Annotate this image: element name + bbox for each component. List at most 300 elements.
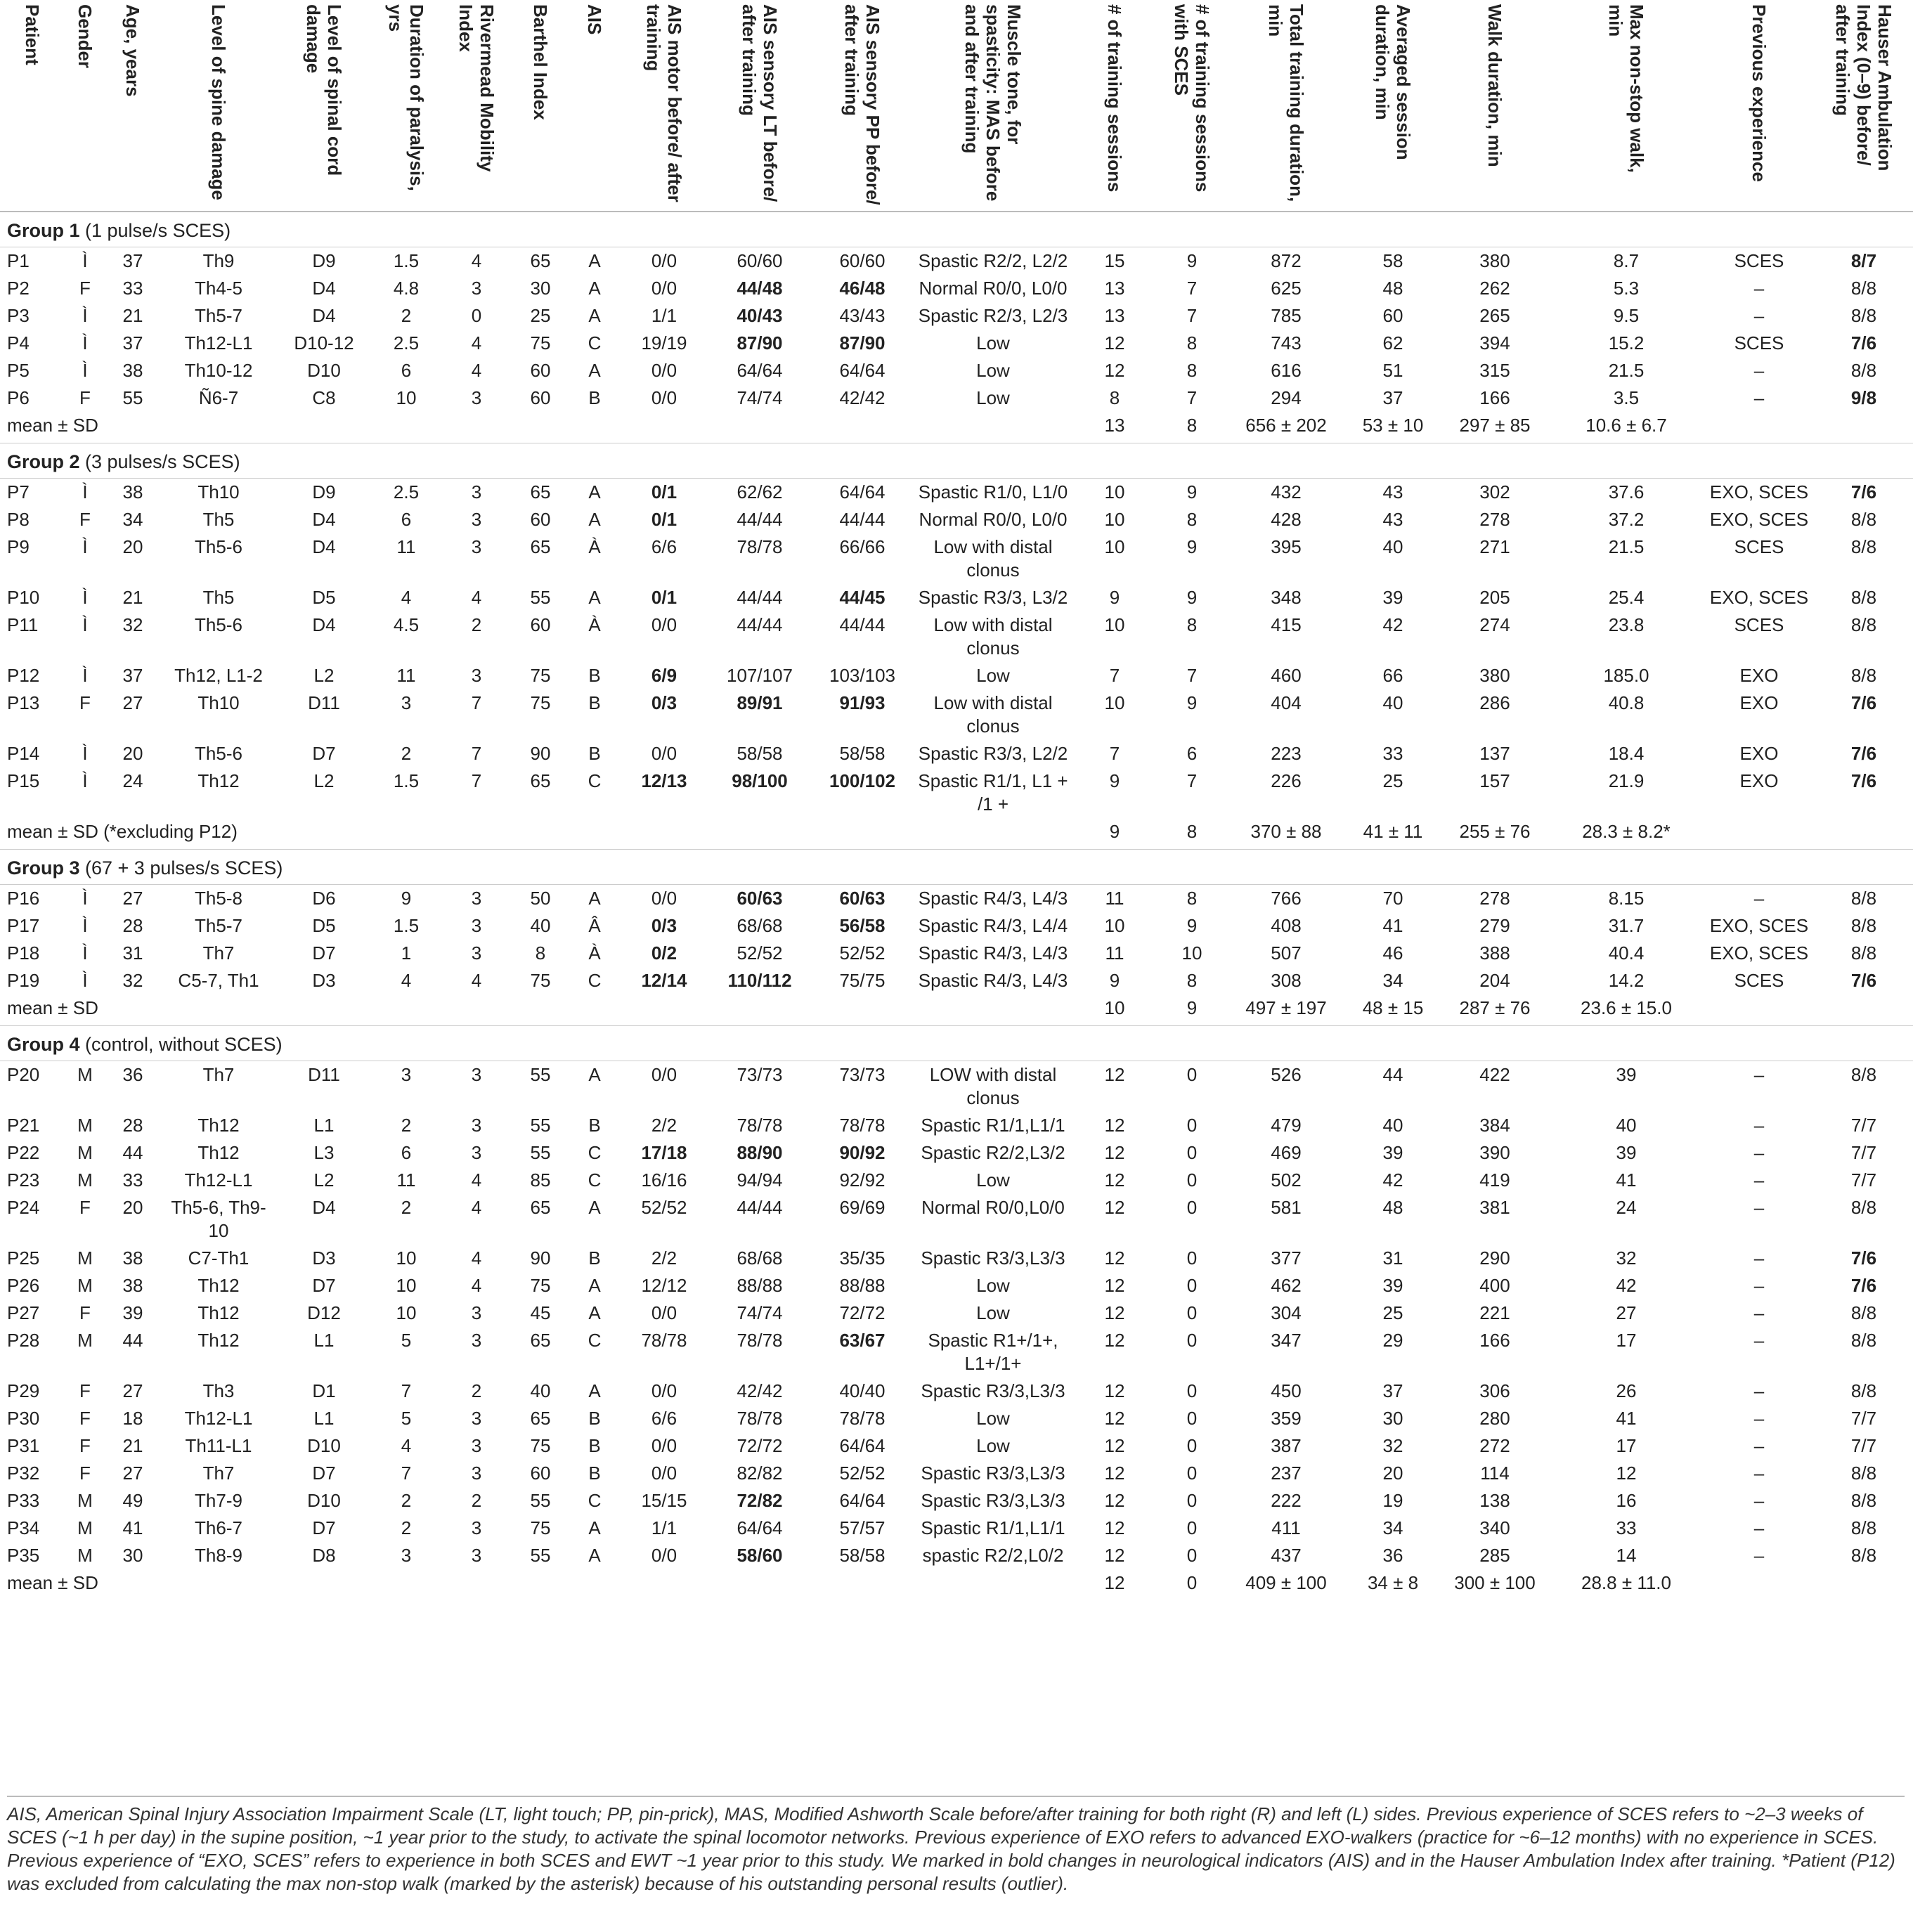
mean-row (0, 412, 1913, 443)
table-cell: 88/88 (737, 1275, 783, 1296)
table-cell: 35/35 (839, 1247, 886, 1269)
table-cell: 10 (1104, 481, 1125, 503)
table-cell: 479 (1271, 1115, 1302, 1136)
table-cell: 387 (1271, 1435, 1302, 1456)
table-row (0, 1299, 1913, 1327)
table-cell: 308 (1271, 970, 1302, 991)
mean-cell (708, 994, 811, 1026)
table-cell: 4 (471, 1275, 482, 1296)
table-cell: 3 (471, 1302, 482, 1323)
mean-cell (371, 818, 441, 850)
mean-cell: 297 ± 85 (1459, 415, 1531, 436)
table-cell: 3 (471, 888, 482, 909)
mean-cell: 409 ± 100 (1245, 1572, 1327, 1593)
table-cell: P9 (7, 536, 30, 557)
table-cell: 28 (122, 1115, 143, 1136)
table-cell: 408 (1271, 915, 1302, 936)
mean-cell (512, 818, 569, 850)
table-cell: 415 (1271, 614, 1302, 635)
mean-cell: 48 ± 15 (1362, 997, 1424, 1018)
table-cell: M (77, 1142, 93, 1163)
table-cell: 157 (1479, 770, 1510, 791)
mean-cell (512, 412, 569, 443)
table-cell: 8/8 (1850, 1517, 1877, 1538)
table-cell: 60/63 (737, 888, 783, 909)
table-cell: Low with distal clonus (933, 614, 1053, 659)
table-cell: 0/0 (651, 888, 677, 909)
mean-cell: 9 (1109, 821, 1120, 842)
mean-cell: 287 ± 76 (1459, 997, 1531, 1018)
table-cell: 265 (1479, 305, 1510, 326)
mean-cell (914, 412, 1072, 443)
table-cell: 90 (530, 1247, 551, 1269)
table-cell: 36 (1382, 1545, 1403, 1566)
table-cell: 10 (396, 387, 417, 408)
mean-cell (277, 412, 371, 443)
table-cell: 286 (1479, 692, 1510, 713)
table-cell: 13 (1104, 305, 1125, 326)
table-cell: EXO (1739, 692, 1779, 713)
table-cell: 306 (1479, 1380, 1510, 1401)
table-cell: Th12-L1 (184, 332, 253, 354)
table-cell: Th4-5 (195, 278, 242, 299)
table-cell: A (588, 888, 601, 909)
table-cell: 62 (1382, 332, 1403, 354)
table-cell: 743 (1271, 332, 1302, 354)
table-cell: 43 (1382, 481, 1403, 503)
table-cell: 66/66 (839, 536, 886, 557)
table-cell: 75 (530, 692, 551, 713)
table-cell: 166 (1479, 1330, 1510, 1351)
table-cell: 0 (1186, 1115, 1198, 1136)
table-cell: 0 (1186, 1169, 1198, 1191)
table-cell: 3 (471, 1115, 482, 1136)
table-cell: Th7 (202, 942, 235, 964)
mean-cell (441, 994, 512, 1026)
table-cell: 66 (1382, 665, 1403, 686)
table-cell: 8/8 (1850, 587, 1877, 608)
table-cell: 347 (1271, 1330, 1302, 1351)
mean-cell (1704, 818, 1815, 850)
table-cell: 92/92 (839, 1169, 886, 1191)
table-cell: 0 (471, 305, 482, 326)
table-cell: 100/102 (829, 770, 895, 791)
mean-cell: 41 ± 11 (1363, 821, 1423, 842)
table-cell: 63/67 (839, 1330, 886, 1351)
group-title (0, 850, 1913, 885)
table-cell: 32 (122, 614, 143, 635)
table-cell: 20 (122, 536, 143, 557)
table-row (0, 662, 1913, 689)
table-cell: 8/8 (1850, 942, 1877, 964)
table-row (0, 912, 1913, 940)
table-cell: 204 (1479, 970, 1510, 991)
table-cell: L1 (313, 1330, 335, 1351)
table-cell: 272 (1479, 1435, 1510, 1456)
table-cell: 16/16 (641, 1169, 687, 1191)
table-cell: 41 (1382, 915, 1403, 936)
table-cell: D3 (312, 970, 336, 991)
table-cell: 0 (1186, 1490, 1198, 1511)
table-cell: 39 (1382, 1142, 1403, 1163)
mean-cell (277, 818, 371, 850)
table-cell: 278 (1479, 509, 1510, 530)
mean-cell (708, 412, 811, 443)
table-cell: 12 (1104, 1435, 1125, 1456)
table-cell: 55 (530, 1115, 551, 1136)
table-cell: 39 (122, 1302, 143, 1323)
column-header (811, 0, 914, 212)
table-cell: 57/57 (839, 1517, 886, 1538)
table-cell: 72/82 (737, 1490, 783, 1511)
table-cell: – (1753, 1197, 1765, 1218)
table-cell: 0/0 (651, 1380, 677, 1401)
table-cell: 3 (471, 1435, 482, 1456)
column-header-label: Rivermead Mobility Index (455, 4, 498, 172)
table-cell: 3.5 (1613, 387, 1640, 408)
table-cell: 44/44 (737, 587, 783, 608)
table-cell: 8 (1186, 888, 1198, 909)
table-cell: 40 (1382, 1115, 1403, 1136)
table-cell: 38 (122, 360, 143, 381)
table-cell: D9 (312, 250, 336, 271)
table-cell: 32 (1382, 1435, 1403, 1456)
table-cell: 502 (1271, 1169, 1302, 1191)
table-cell: Th5 (202, 587, 235, 608)
table-cell: EXO (1739, 665, 1779, 686)
table-cell: D9 (312, 481, 336, 503)
table-cell: À (588, 942, 601, 964)
table-cell: EXO, SCES (1709, 915, 1809, 936)
table-cell: 21 (122, 1435, 143, 1456)
table-cell: 222 (1271, 1490, 1302, 1511)
table-cell: 90/92 (839, 1142, 886, 1163)
table-cell: P6 (7, 387, 30, 408)
table-cell: D10-12 (294, 332, 354, 354)
table-cell: Spastic R1/1,L1/1 (921, 1517, 1065, 1538)
table-cell: 55 (122, 387, 143, 408)
table-cell: L1 (313, 1115, 335, 1136)
table-cell: 12 (1104, 1302, 1125, 1323)
table-cell: 50 (530, 888, 551, 909)
table-cell: 75 (530, 1435, 551, 1456)
table-cell: 290 (1479, 1247, 1510, 1269)
column-header (569, 0, 620, 212)
table-cell: 38 (122, 1247, 143, 1269)
table-cell: Th6-7 (195, 1517, 242, 1538)
table-cell: C5-7, Th1 (178, 970, 259, 991)
table-cell: 21 (122, 587, 143, 608)
table-cell: Low with distal clonus (933, 536, 1053, 581)
table-row (0, 1167, 1913, 1194)
table-cell: P17 (7, 915, 40, 936)
table-cell: 7 (1186, 770, 1198, 791)
table-cell: 9 (1186, 692, 1198, 713)
mean-cell: 34 ± 8 (1367, 1572, 1419, 1593)
table-cell: 7/7 (1850, 1408, 1877, 1429)
table-cell: 2 (471, 1380, 482, 1401)
table-cell: 1/1 (651, 305, 677, 326)
table-cell: Th5-6 (195, 536, 242, 557)
table-cell: 46/48 (839, 278, 886, 299)
table-cell: 625 (1271, 278, 1302, 299)
table-cell: 12 (1104, 1463, 1125, 1484)
table-cell: 25 (1382, 770, 1403, 791)
table-row (0, 1515, 1913, 1542)
table-cell: 8/8 (1850, 536, 1877, 557)
table-cell: 6/9 (651, 665, 677, 686)
table-cell: Th12 (197, 1330, 240, 1351)
table-cell: 0/0 (651, 278, 677, 299)
table-cell: 42 (1616, 1275, 1637, 1296)
table-cell: 12/12 (641, 1275, 687, 1296)
table-cell: 48 (1382, 278, 1403, 299)
table-cell: 41 (122, 1517, 143, 1538)
table-cell: 3 (401, 692, 412, 713)
table-cell: 8 (1109, 387, 1120, 408)
table-cell: 616 (1271, 360, 1302, 381)
table-cell: Spastic R3/3, L2/2 (918, 743, 1068, 764)
column-header (160, 0, 277, 212)
table-cell: Th7 (202, 1064, 235, 1085)
column-header (1157, 0, 1227, 212)
table-cell: 36 (122, 1064, 143, 1085)
table-cell: 88/90 (737, 1142, 783, 1163)
table-cell: Ì (82, 915, 88, 936)
table-cell: Ì (82, 888, 88, 909)
mean-cell (811, 412, 914, 443)
table-cell: 44/44 (839, 509, 886, 530)
table-cell: Spastic R3/3,L3/3 (921, 1380, 1065, 1401)
table-cell: 278 (1479, 888, 1510, 909)
table-cell: M (77, 1545, 93, 1566)
table-cell: 44/44 (737, 614, 783, 635)
table-cell: 17 (1616, 1435, 1637, 1456)
column-header-label: AIS (584, 4, 605, 35)
table-row (0, 357, 1913, 384)
table-cell: 74/74 (737, 1302, 783, 1323)
column-header (620, 0, 708, 212)
table-cell: 394 (1479, 332, 1510, 354)
table-cell: 27 (122, 692, 143, 713)
table-cell: 44/44 (737, 1197, 783, 1218)
table-cell: 0 (1186, 1517, 1198, 1538)
table-cell: 2 (401, 743, 412, 764)
group-title (0, 1026, 1913, 1061)
table-cell: 27 (122, 888, 143, 909)
table-cell: 872 (1271, 250, 1302, 271)
table-cell: 8/8 (1850, 1302, 1877, 1323)
table-cell: 12 (1104, 1380, 1125, 1401)
table-cell: Low (976, 1169, 1010, 1191)
table-cell: P32 (7, 1463, 40, 1484)
table-cell: D4 (312, 1197, 336, 1218)
table-cell: 55 (530, 587, 551, 608)
table-cell: À (588, 536, 601, 557)
table-cell: 8 (535, 942, 546, 964)
table-cell: C (588, 970, 602, 991)
table-row (0, 1542, 1913, 1569)
table-cell: P27 (7, 1302, 40, 1323)
table-cell: Ì (82, 250, 88, 271)
table-cell: 85 (530, 1169, 551, 1191)
table-cell: 388 (1479, 942, 1510, 964)
table-cell: 17/18 (641, 1142, 687, 1163)
column-header-label: Duration of paralysis, yrs (385, 4, 427, 191)
table-cell: 526 (1271, 1064, 1302, 1085)
table-cell: P14 (7, 743, 40, 764)
column-header-label: Age, years (122, 4, 143, 97)
table-cell: 58/58 (839, 1545, 886, 1566)
mean-cell (569, 1569, 620, 1600)
table-cell: – (1753, 1330, 1765, 1351)
table-cell: 0 (1186, 1330, 1198, 1351)
table-cell: C (588, 1490, 602, 1511)
table-cell: Low (976, 1302, 1010, 1323)
table-cell: 7/7 (1850, 1115, 1877, 1136)
table-cell: 4 (401, 1435, 412, 1456)
mean-cell: 23.6 ± 15.0 (1581, 997, 1672, 1018)
table-cell: 33 (1616, 1517, 1637, 1538)
table-cell: 7/6 (1850, 692, 1877, 713)
table-cell: 78/78 (641, 1330, 687, 1351)
column-header-label: Previous experience (1749, 4, 1770, 182)
table-cell: 21.9 (1608, 770, 1645, 791)
table-cell: 0/3 (651, 692, 677, 713)
table-cell: Ì (82, 587, 88, 608)
table-cell: 0 (1186, 1435, 1198, 1456)
table-cell: 7/6 (1850, 332, 1877, 354)
table-cell: 2/2 (651, 1247, 677, 1269)
table-cell: 4 (471, 250, 482, 271)
column-header (512, 0, 569, 212)
table-cell: 2 (401, 1115, 412, 1136)
table-row (0, 1061, 1913, 1113)
table-cell: 5.3 (1613, 278, 1640, 299)
table-cell: Spastic R3/3,L3/3 (921, 1463, 1065, 1484)
table-cell: 19 (1382, 1490, 1403, 1511)
column-header (708, 0, 811, 212)
column-header-label: Hauser Ambulation Index (0–9) before/ after training (1832, 4, 1895, 171)
table-cell: 28 (122, 915, 143, 936)
mean-cell: 300 ± 100 (1454, 1572, 1536, 1593)
table-cell: 40/43 (737, 305, 783, 326)
table-cell: 411 (1271, 1517, 1301, 1538)
table-cell: 285 (1479, 1545, 1510, 1566)
table-cell: 107/107 (727, 665, 793, 686)
table-cell: 58 (1382, 250, 1403, 271)
table-cell: B (588, 1115, 601, 1136)
table-cell: – (1753, 888, 1765, 909)
group-header-row (0, 443, 1913, 479)
table-cell: Spastic R1/1,L1/1 (921, 1115, 1065, 1136)
mean-cell: 28.3 ± 8.2* (1582, 821, 1671, 842)
table-row (0, 584, 1913, 611)
table-cell: 6 (401, 360, 412, 381)
table-cell: 0 (1186, 1275, 1198, 1296)
table-cell: 44/44 (839, 614, 886, 635)
table-cell: F (79, 1302, 91, 1323)
table-cell: 381 (1479, 1197, 1510, 1218)
table-cell: 12 (1104, 1330, 1125, 1351)
mean-cell (371, 1569, 441, 1600)
table-cell: 7 (401, 1463, 412, 1484)
table-cell: Spastic R2/2, L2/2 (918, 250, 1068, 271)
table-cell: 103/103 (829, 665, 895, 686)
table-cell: Th12 (197, 1302, 240, 1323)
table-cell: 60/63 (839, 888, 886, 909)
table-cell: – (1753, 1275, 1765, 1296)
table-row (0, 967, 1913, 994)
table-cell: P23 (7, 1169, 40, 1191)
table-cell: – (1753, 1408, 1765, 1429)
table-cell: 0 (1186, 1380, 1198, 1401)
table-cell: Ì (82, 360, 88, 381)
table-cell: – (1753, 1463, 1765, 1484)
table-cell: 766 (1271, 888, 1302, 909)
table-cell: 348 (1271, 587, 1302, 608)
table-cell: B (588, 1247, 601, 1269)
mean-cell (620, 1569, 708, 1600)
table-cell: P15 (7, 770, 40, 791)
table-cell: 3 (471, 509, 482, 530)
table-cell: 11 (396, 536, 416, 557)
table-cell: 87/90 (737, 332, 783, 354)
table-cell: 55 (530, 1545, 551, 1566)
mean-cell (569, 818, 620, 850)
table-cell: 4.5 (393, 614, 420, 635)
table-cell: 37 (1382, 387, 1403, 408)
table-cell: P12 (7, 665, 40, 686)
table-cell: Low (976, 360, 1010, 381)
table-cell: Ñ6-7 (198, 387, 239, 408)
table-cell: 428 (1271, 509, 1302, 530)
table-cell: 15.2 (1608, 332, 1645, 354)
table-cell: D6 (312, 888, 336, 909)
table-cell: A (588, 587, 601, 608)
table-cell: F (79, 692, 91, 713)
table-cell: B (588, 387, 601, 408)
table-cell: 8/8 (1850, 665, 1877, 686)
table-cell: EXO, SCES (1709, 509, 1809, 530)
table-cell: 25 (1382, 1302, 1403, 1323)
table-cell: – (1753, 278, 1765, 299)
table-cell: 462 (1271, 1275, 1302, 1296)
table-cell: EXO, SCES (1709, 942, 1809, 964)
table-cell: 2 (401, 1197, 412, 1218)
mean-label: mean ± SD (*excluding P12) (7, 821, 238, 842)
table-cell: 0 (1186, 1064, 1198, 1085)
mean-cell: 12 (1104, 1572, 1125, 1593)
table-cell: 395 (1271, 536, 1302, 557)
table-cell: 271 (1479, 536, 1510, 557)
table-cell: 3 (471, 1330, 482, 1351)
table-cell: 10 (1104, 536, 1125, 557)
table-cell: D5 (312, 915, 336, 936)
table-cell: 419 (1479, 1169, 1510, 1191)
table-cell: 377 (1271, 1247, 1302, 1269)
table-cell: 65 (530, 770, 551, 791)
table-cell: 7/6 (1850, 743, 1877, 764)
table-cell: 0/1 (651, 481, 677, 503)
table-cell: 64/64 (737, 1517, 783, 1538)
group-title (0, 212, 1913, 247)
table-cell: 10 (396, 1247, 417, 1269)
table-cell: 10 (1104, 614, 1125, 635)
mean-cell: 0 (1186, 1572, 1198, 1593)
table-cell: 7 (401, 1380, 412, 1401)
mean-cell (620, 412, 708, 443)
